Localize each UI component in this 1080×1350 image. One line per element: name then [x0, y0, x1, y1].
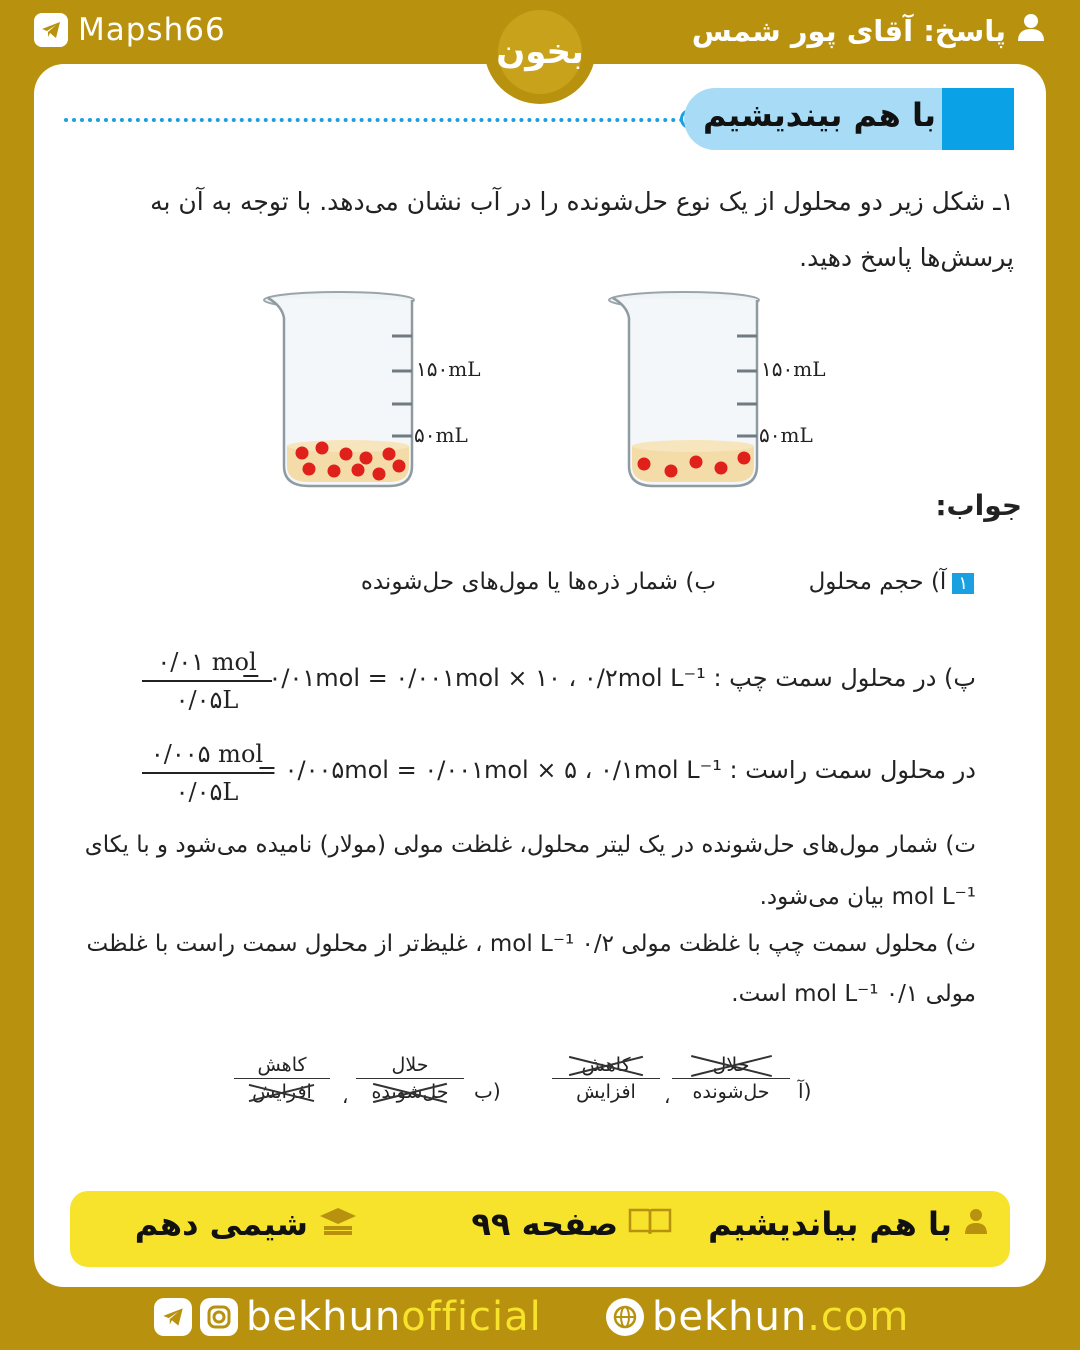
fill-b-sep: ،	[342, 1084, 349, 1108]
beakers-figure	[254, 286, 854, 496]
footer-page-text: صفحه ۹۹	[471, 1205, 618, 1243]
user-icon	[1016, 12, 1046, 49]
fill-a-sep: ،	[664, 1084, 671, 1108]
telegram-handle[interactable]	[34, 12, 226, 48]
fill-a2-bottom: افزایش	[576, 1081, 636, 1103]
comparison-text: ث) محلول سمت چپ با غلظت مولی ۰/۲ mol L⁻¹ ، غلیظ‌تر از محلول سمت راست با غلظت مولی ۰/۱ mol L⁻¹ است.	[86, 931, 976, 1007]
fill-b1-top: حلال	[391, 1054, 429, 1076]
part1-b: ب) شمار ذره‌ها یا مول‌های حل‌شونده	[360, 569, 716, 595]
part1-a-text: آ) حجم محلول	[808, 569, 947, 595]
fraction-right-num: ۰/۰۰۵ mol	[142, 740, 272, 774]
footer-page	[471, 1205, 672, 1243]
telegram-icon	[154, 1298, 192, 1336]
left-beaker	[264, 292, 480, 486]
part1-badge: ۱	[952, 573, 974, 594]
fill-b1	[356, 1054, 464, 1103]
right-mark-high: ۱۵۰mL	[761, 357, 826, 381]
calc-right: در محلول سمت راست : ۰/۰۰۵mol = ۰/۰۰۱mol × ۵ ، ۰/۱mol L⁻¹ =	[256, 756, 976, 784]
book-icon	[628, 1206, 672, 1243]
bottom-bar	[0, 1290, 1080, 1350]
fill-a1-top: حلال	[672, 1054, 790, 1076]
fraction-left-den: ۰/۰۵L	[175, 686, 239, 714]
telegram-icon	[34, 13, 68, 47]
fill-b2-bottom: افزایش	[234, 1081, 330, 1103]
right-mark-low: ۵۰mL	[759, 423, 813, 447]
definition-text: ت) شمار مول‌های حل‌شونده در یک لیتر محلول، غلظت مولی (مولار) نامیده می‌شود و با یکای mol L⁻¹ بیان می‌شود.	[84, 832, 976, 910]
fill-a1-bottom: حل‌شونده	[692, 1081, 770, 1103]
footer-banner	[70, 1191, 1010, 1267]
fill-a1	[672, 1054, 790, 1103]
section-title: با هم بیندیشیم	[703, 96, 936, 134]
fill-b2-top: کاهش	[257, 1054, 307, 1076]
instagram-icon	[200, 1298, 238, 1336]
footer-topic-text: با هم بیاندیشیم	[708, 1205, 952, 1243]
fraction-right-den: ۰/۰۵L	[175, 778, 239, 806]
content-card	[34, 64, 1046, 1287]
calc-left: پ) در محلول سمت چپ : ۰/۰۱mol = ۰/۰۰۱mol × ۱۰ ، ۰/۲mol L⁻¹ =	[240, 664, 976, 692]
website-link[interactable]	[606, 1294, 909, 1340]
right-beaker	[609, 292, 825, 486]
website-url: bekhun.com	[652, 1294, 910, 1340]
globe-icon	[606, 1298, 644, 1336]
left-mark-low: ۵۰mL	[414, 423, 468, 447]
footer-course	[135, 1205, 358, 1243]
handle-text: Mapsh66	[78, 12, 226, 48]
answer-label: جواب:	[935, 489, 1022, 522]
left-mark-high: ۱۵۰mL	[416, 357, 481, 381]
answerer-text: پاسخ: آقای پور شمس	[691, 13, 1006, 48]
fraction-left	[142, 648, 272, 714]
social-link[interactable]	[154, 1294, 542, 1340]
part1-a	[809, 569, 974, 595]
fill-a2-top: کاهش	[552, 1054, 660, 1076]
question-text: ۱ـ شکل زیر دو محلول از یک نوع حل‌شونده را در آب نشان می‌دهد. با توجه به آن به پرسش‌ها پاسخ دهید.	[150, 187, 1014, 272]
logo-text: بخون	[496, 32, 584, 72]
fill-b-label: ب)	[474, 1079, 501, 1103]
fill-a2	[552, 1054, 660, 1103]
social-handle: bekhunofficial	[246, 1294, 542, 1340]
answerer-credit	[692, 12, 1046, 49]
footer-course-text: شیمی دهم	[134, 1205, 308, 1243]
fill-b2	[234, 1054, 330, 1103]
section-header	[684, 88, 1014, 150]
fill-b1-bottom: حل‌شونده	[356, 1081, 464, 1103]
graduation-cap-icon	[318, 1206, 358, 1243]
fraction-left-num: ۰/۰۱ mol	[142, 648, 272, 682]
section-accent	[942, 88, 1014, 150]
dotted-divider	[64, 118, 684, 122]
fraction-right	[142, 740, 272, 806]
footer-topic	[708, 1205, 990, 1243]
teacher-icon	[962, 1207, 990, 1242]
fill-a-label: آ)	[798, 1079, 812, 1103]
